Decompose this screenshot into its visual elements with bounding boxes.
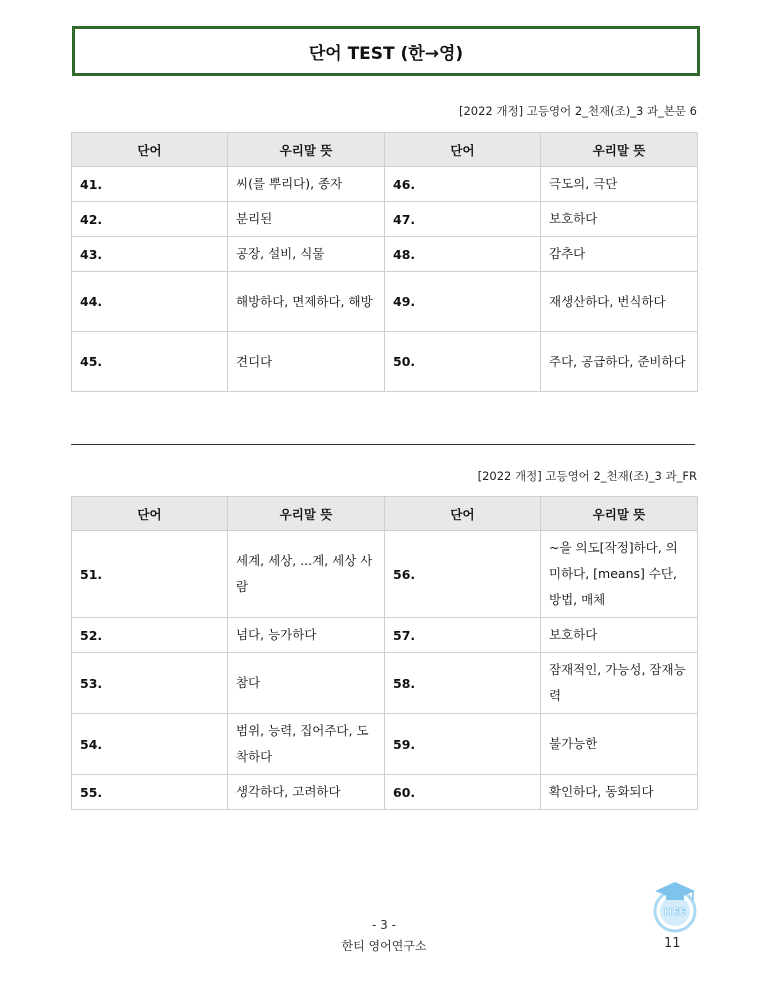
item-meaning: 재생산하다, 번식하다 [541,272,698,332]
item-number: 54. [72,714,228,775]
page-number: - 3 - [372,918,396,932]
item-meaning: 넘다, 능가하다 [228,618,385,653]
publisher-name: 한티 영어연구소 [341,939,427,953]
table-row [72,531,698,618]
item-meaning: 주다, 공급하다, 준비하다 [541,332,698,392]
item-meaning: 감추다 [541,237,698,272]
logo-text: HEE [663,907,687,918]
header-word: 단어 [72,133,228,167]
header-word: 단어 [385,497,541,531]
item-meaning: 세계, 세상, ...계, 세상 사람 [228,531,385,618]
item-meaning: 극도의, 극단 [541,167,698,202]
item-number: 44. [72,272,228,332]
table-header-row [72,497,698,531]
header-meaning: 우리말 뜻 [228,497,385,531]
item-number: 43. [72,237,228,272]
item-meaning: 생각하다, 고려하다 [228,775,385,810]
item-number: 47. [385,202,541,237]
item-number: 45. [72,332,228,392]
item-number: 49. [385,272,541,332]
item-meaning: 보호하다 [541,202,698,237]
table-row [72,775,698,810]
section-divider [71,444,695,445]
item-number: 56. [385,531,541,618]
item-meaning: 보호하다 [541,618,698,653]
item-meaning: 해방하다, 면제하다, 해방 [228,272,385,332]
vocab-table-2 [71,496,698,810]
item-number: 58. [385,653,541,714]
header-meaning: 우리말 뜻 [541,133,698,167]
item-number: 60. [385,775,541,810]
table-row [72,237,698,272]
item-number: 46. [385,167,541,202]
corner-number: 11 [664,936,681,951]
table-row [72,714,698,775]
section-source-2: [2022 개정] 고등영어 2_천재(조)_3 과_FR [477,469,697,483]
item-number: 55. [72,775,228,810]
item-meaning: 씨(를 뿌리다), 종자 [228,167,385,202]
item-number: 51. [72,531,228,618]
item-number: 57. [385,618,541,653]
page-title: 단어 TEST (한→영) [72,26,700,76]
item-meaning: 불가능한 [541,714,698,775]
header-word: 단어 [72,497,228,531]
item-meaning: 참다 [228,653,385,714]
table-row [72,202,698,237]
item-number: 59. [385,714,541,775]
item-meaning: 범위, 능력, 집어주다, 도착하다 [228,714,385,775]
header-meaning: 우리말 뜻 [228,133,385,167]
item-number: 48. [385,237,541,272]
vocab-table-1 [71,132,698,392]
table-row [72,332,698,392]
table-row [72,618,698,653]
header-word: 단어 [385,133,541,167]
table-row [72,272,698,332]
item-number: 50. [385,332,541,392]
item-number: 41. [72,167,228,202]
item-meaning: 잠재적인, 가능성, 잠재능력 [541,653,698,714]
table-header-row [72,133,698,167]
table-row [72,167,698,202]
item-meaning: ~을 의도[작정]하다, 의미하다, [means] 수단, 방법, 매체 [541,531,698,618]
item-meaning: 확인하다, 동화되다 [541,775,698,810]
item-number: 52. [72,618,228,653]
item-number: 42. [72,202,228,237]
item-meaning: 분리된 [228,202,385,237]
table-row [72,653,698,714]
item-meaning: 견디다 [228,332,385,392]
section-source-1: [2022 개정] 고등영어 2_천재(조)_3 과_본문 6 [459,104,697,118]
header-meaning: 우리말 뜻 [541,497,698,531]
item-number: 53. [72,653,228,714]
item-meaning: 공장, 설비, 식물 [228,237,385,272]
